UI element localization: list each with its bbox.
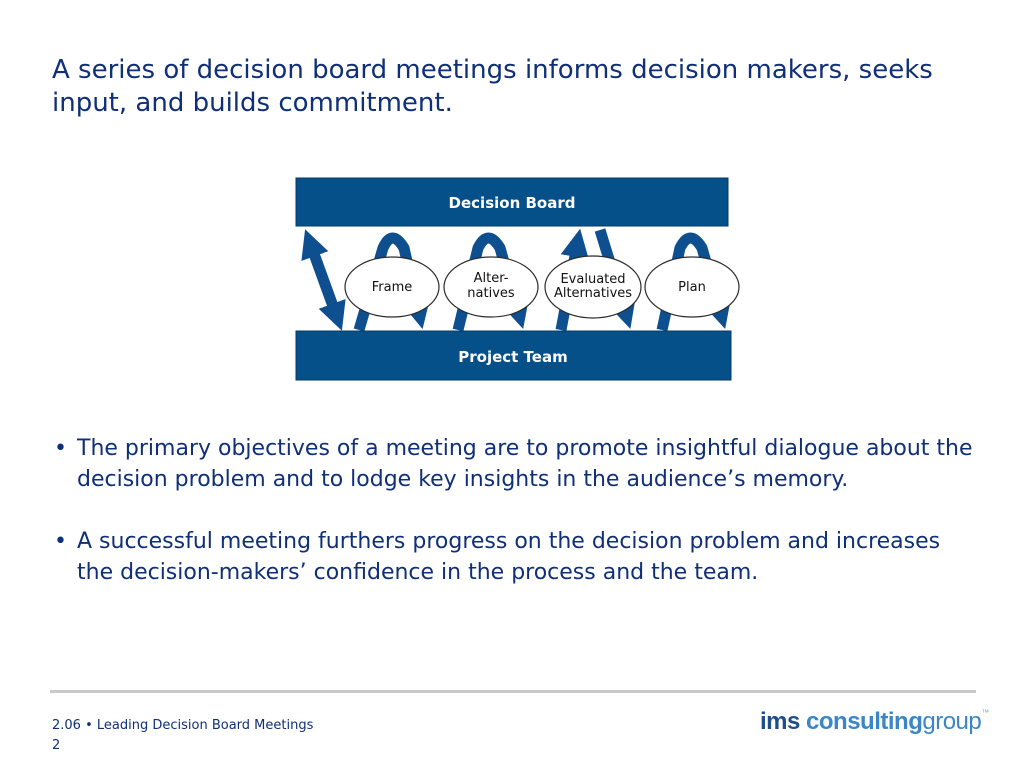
bullet-glyph: • [54,529,67,554]
logo-word-ims: ims [760,708,800,735]
company-logo [760,708,989,736]
footer-divider [50,690,976,693]
slide-title: A series of decision board meetings informs decision makers, seeks input, and builds commitment. [52,55,933,118]
project-team-label: Project Team [458,348,568,366]
bullet-item [52,433,982,495]
stage-label-evaluated-2: Alternatives [553,286,633,301]
stage-label-evaluated-1: Evaluated [560,272,626,287]
logo-word-group: group [922,708,982,735]
bullet-item [52,526,982,588]
bullet-list [52,433,982,619]
stage-label-plan: Plan [678,280,706,295]
decision-board-label: Decision Board [448,194,576,212]
bullet-text: A successful meeting furthers progress on the decision problem and increases the decision-makers’ confidence in the process and the team. [77,529,941,585]
page-number: 2 [52,738,61,753]
logo-word-consulting: consulting [806,708,923,735]
logo-trademark: ™ [981,708,989,717]
stage-ovals [345,256,739,318]
bullet-text: The primary objectives of a meeting are to promote insightful dialogue about the decision problem and to lodge key insights in the audience’s memory. [77,436,973,492]
stage-label-alternatives-1: Alter- [473,271,509,286]
footer-course-label: 2.06 • Leading Decision Board Meetings [52,718,314,733]
bullet-glyph: • [54,436,67,461]
left-double-arrow [309,240,338,320]
stage-label-frame: Frame [371,280,413,295]
stage-label-alternatives-2: natives [467,286,515,301]
